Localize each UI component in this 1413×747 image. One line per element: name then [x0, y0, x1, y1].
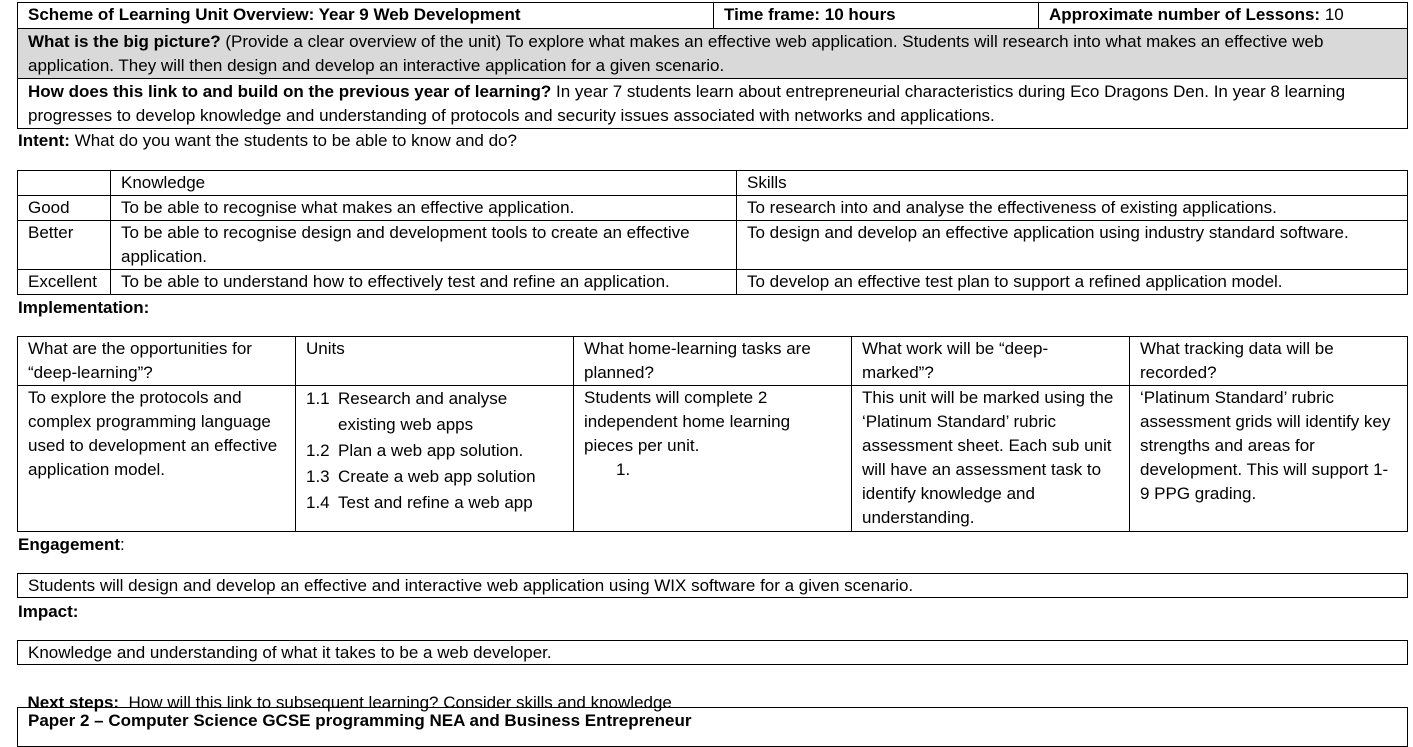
unit-number: 1.2 [306, 441, 330, 460]
table-row [18, 196, 1408, 221]
tracking-cell: ‘Platinum Standard’ rubric assessment grids will identify key strengths and areas for development. This will support 1-9 PPG grading. [1130, 386, 1408, 532]
unit-text: Plan a web app solution. [338, 441, 524, 460]
next-steps-label: Next steps: [27, 693, 120, 712]
home-learning-cell [574, 386, 852, 532]
time-frame: Time frame: 10 hours [724, 5, 896, 24]
impl-header-tracking: What tracking data will be recorded? [1130, 337, 1408, 386]
next-steps-box-text: Paper 2 – Computer Science GCSE programming NEA and Business Entrepreneur [28, 711, 692, 730]
intent-header-knowledge: Knowledge [111, 171, 737, 196]
table-row [18, 221, 1408, 270]
impl-header-deep-learning: What are the opportunities for “deep-learning”? [18, 337, 296, 386]
big-picture-label: What is the big picture? [28, 32, 221, 51]
intent-knowledge: To be able to recognise what makes an effective application. [111, 196, 737, 221]
intent-skills: To develop an effective test plan to support a refined application model. [737, 270, 1408, 295]
lessons-cell [1039, 3, 1408, 29]
next-steps-box [17, 707, 1408, 747]
impl-header-deep-marked: What work will be “deep-marked”? [852, 337, 1130, 386]
engagement-colon: : [120, 535, 125, 554]
header-table [17, 2, 1408, 129]
engagement-text: Students will design and develop an effective and interactive web application using WIX software for a given scenario. [28, 576, 914, 595]
impl-header-home-learning: What home-learning tasks are planned? [574, 337, 852, 386]
intent-knowledge: To be able to understand how to effectively test and refine an application. [111, 270, 737, 295]
implementation-table [17, 336, 1408, 532]
engagement-label: Engagement [18, 535, 121, 554]
impl-header-units: Units [296, 337, 574, 386]
intent-skills: To research into and analyse the effectiveness of existing applications. [737, 196, 1408, 221]
intent-header-level [18, 171, 111, 196]
unit-text: Research and analyse existing web apps [338, 389, 508, 434]
previous-year-label: How does this link to and build on the previous year of learning? [28, 82, 552, 101]
big-picture-cell [18, 29, 1408, 79]
list-item [306, 490, 563, 516]
intent-label: Intent: [18, 131, 70, 150]
intent-knowledge: To be able to recognise design and development tools to create an effective application. [111, 221, 737, 270]
previous-year-text: In year 7 students learn about entrepreneurial characteristics during Eco Dragons Den. In year 8 learning progresses to develop knowledge and understanding of protocols and security issues associated with networks and applications. [28, 82, 1346, 125]
units-cell [296, 386, 574, 532]
home-learning-item: 1. [616, 460, 631, 479]
unit-text: Create a web app solution [338, 467, 536, 486]
unit-number: 1.1 [306, 389, 330, 408]
list-item [306, 438, 563, 464]
intent-text: What do you want the students to be able to know and do? [69, 131, 517, 150]
engagement-heading [18, 533, 125, 557]
intent-table [17, 170, 1408, 295]
unit-number: 1.4 [306, 493, 330, 512]
lessons-label: Approximate number of Lessons: [1049, 5, 1321, 24]
impact-heading: Impact: [18, 602, 79, 621]
units-list [306, 386, 563, 516]
intent-level: Excellent [18, 270, 111, 295]
implementation-heading: Implementation: [18, 298, 150, 317]
intent-skills: To design and develop an effective application using industry standard software. [737, 221, 1408, 270]
list-item [306, 464, 563, 490]
intent-header-skills: Skills [737, 171, 1408, 196]
impact-box [17, 640, 1408, 665]
table-row [18, 270, 1408, 295]
deep-learning-cell: To explore the protocols and complex programming language used to development an effective application model. [18, 386, 296, 532]
intent-level: Good [18, 196, 111, 221]
deep-marked-cell: This unit will be marked using the ‘Platinum Standard’ rubric assessment sheet. Each sub unit will have an assessment task to identify knowledge and understanding. [852, 386, 1130, 532]
intent-level: Better [18, 221, 111, 270]
next-steps-text: How will this link to subsequent learning? Consider skills and knowledge [119, 693, 672, 712]
list-item [306, 386, 563, 438]
unit-text: Test and refine a web app [338, 493, 533, 512]
page-title [18, 3, 714, 29]
engagement-box [17, 573, 1408, 598]
page-title-text: Scheme of Learning Unit Overview: Year 9 Web Development [28, 5, 521, 24]
big-picture-text: (Provide a clear overview of the unit) To explore what makes an effective web application. Students will research into what makes an effective web application. They will then design and develop an interactive application for a given scenario. [28, 32, 1324, 75]
unit-number: 1.3 [306, 467, 330, 486]
lessons-value: 10 [1320, 5, 1344, 24]
timeframe-cell [714, 3, 1039, 29]
impact-text: Knowledge and understanding of what it takes to be a web developer. [28, 643, 552, 662]
home-learning-text: Students will complete 2 independent home learning pieces per unit. [584, 388, 791, 455]
previous-year-cell [18, 79, 1408, 129]
intent-heading [18, 129, 517, 153]
